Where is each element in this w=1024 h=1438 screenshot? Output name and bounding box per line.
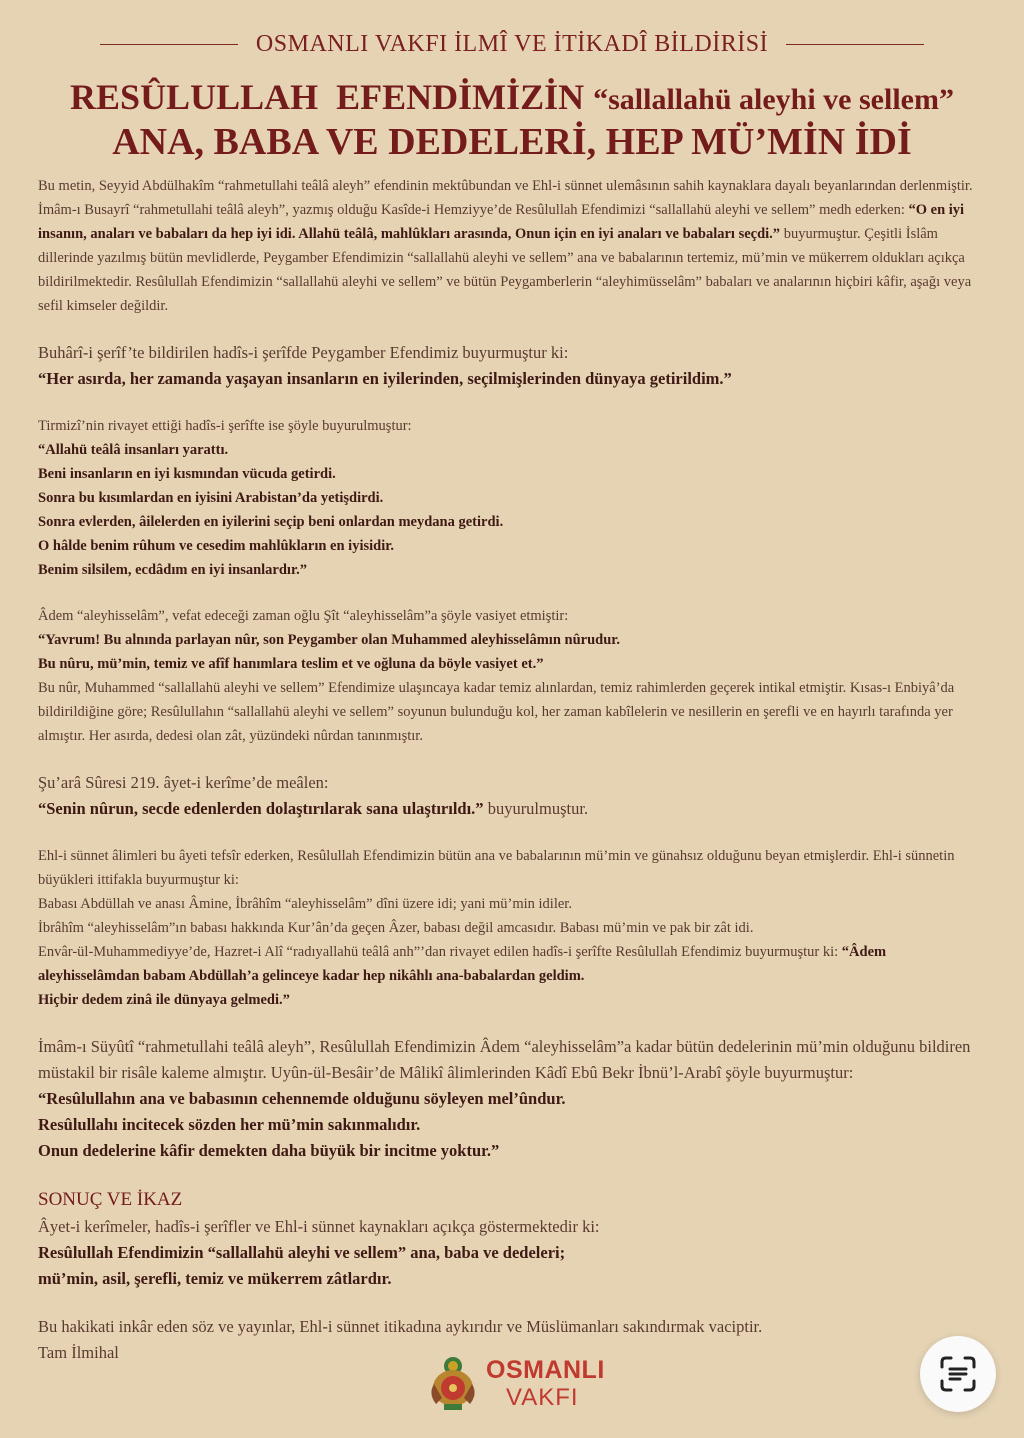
adem-quote-line: Bu nûru, mü’min, temiz ve afîf hanımlara teslim et ve oğluna da böyle vasiyet et.” (38, 656, 544, 672)
intro-paragraph (38, 174, 986, 318)
tirmizi-intro: Tirmizî’nin rivayet ettiği hadîs-i şerîfte ise şöyle buyurulmuştur: (38, 418, 412, 434)
envar-quote-end: Hiçbir dedem zinâ ile dünyaya gelmedi.” (38, 992, 290, 1008)
tirmizi-line: O hâlde benim rûhum ve cesedim mahlûkların en iyisidir. (38, 538, 394, 554)
signature: Tam İlmihal (38, 1343, 119, 1362)
intro-text: Bu metin, Seyyid Abdülhakîm “rahmetullahi teâlâ aleyh” efendinin mektûbundan ve Ehl-i sünnet ulemâsının sahih kaynaklara dayalı beyanlarından derlenmiştir. İmâm-ı Busayrî “rahmetullahi teâlâ aleyh”, yazmış olduğu Kasîde-i Hemziyye’de Resûlullah Efendimizi “sallallahü aleyhi ve sellem” medh ederken: (38, 178, 973, 218)
right-divider (786, 44, 924, 45)
bukhari-quote: “Her asırda, her zamanda yaşayan insanların en iyilerinden, seçilmişlerinden dünyaya getirildim.” (38, 369, 732, 388)
adem-intro: Âdem “aleyhisselâm”, vefat edeceği zaman oğlu Şît “aleyhisselâm”a şöyle vasiyet etmiştir: (38, 608, 569, 624)
shuara-intro: Şu’arâ Sûresi 219. âyet-i kerîme’de meâlen: (38, 773, 329, 792)
logo-text-line-2: VAKFI (506, 1384, 579, 1411)
osmanli-vakfi-logo (424, 1352, 604, 1416)
result-line: mü’min, asil, şerefli, temiz ve mükerrem zâtlardır. (38, 1269, 392, 1288)
header-label: OSMANLI VAKFI İLMÎ VE İTİKADÎ BİLDİRİSİ (255, 30, 769, 57)
tirmizi-line: Benim silsilem, ecdâdım en iyi insanlardır.” (38, 562, 307, 578)
ottoman-coat-of-arms-icon (424, 1354, 482, 1414)
title-line-1-salawat: “sallallahü aleyhi ve sellem” (593, 83, 954, 116)
text-scan-button[interactable] (920, 1336, 996, 1412)
title-line-2: ANA, BABA VE DEDELERİ, HEP MÜ’MİN İDİ (112, 121, 912, 163)
ehl-paragraph-3: İbrâhîm “aleyhisselâm”ın babası hakkında Kur’ân’da geçen Âzer, babası değil amcasıdır. Babası mü’min ve pak bir zât idi. (38, 920, 754, 936)
envar-text: Envâr-ül-Muhammediyye’de, Hazret-i Alî “radıyallahü teâlâ anh”’dan rivayet edilen hadîs-i şerîfte Resûlullah Efendimiz buyurmuştur ki: (38, 944, 842, 960)
result-intro: Âyet-i kerîmeler, hadîs-i şerîfler ve Ehl-i sünnet kaynakları açıkça göstermektedir ki: (38, 1217, 600, 1236)
adem-after: Bu nûr, Muhammed “sallallahü aleyhi ve sellem” Efendimize ulaşıncaya kadar temiz alınlardan, temiz rahimlerden geçerek intikal etmiştir. Kısas-ı Enbiyâ’da bildirildiğine göre; Resûlullahın “sallallahü aleyhi ve sellem” soyunun bulunduğu kol, her zaman kabîlelerin ve nesillerin en şerefli ve en hayırlı tarafında yer almıştır. Her asırda, dedesi olan zât, yüzündeki nûrdan tanınmıştır. (38, 680, 955, 744)
title-line-1-main: RESÛLULLAH EFENDİMİZİN (70, 77, 594, 117)
ehl-paragraph-4 (38, 940, 986, 988)
document-body (38, 174, 986, 1366)
shuara-tail: buyurulmuştur. (483, 799, 589, 818)
ehl-paragraph-2: Babası Abdüllah ve anası Âmine, İbrâhîm “aleyhisselâm” dîni üzere idi; yani mü’min idiler. (38, 896, 572, 912)
tirmizi-line: Sonra bu kısımlardan en iyisini Arabistan’da yetişdirdi. (38, 490, 384, 506)
left-divider (100, 44, 238, 45)
shuara-quote: “Senin nûrun, secde edenlerden dolaştırılarak sana ulaştırıldı.” (38, 799, 484, 818)
header-label-row (100, 28, 924, 60)
suyuti-paragraph: İmâm-ı Süyûtî “rahmetullahi teâlâ aleyh”, Resûlullah Efendimizin Âdem “aleyhisselâm”a kadar bütün dedelerinin mü’min olduğunu bildiren müstakil bir risâle kaleme almıştır. Uyûn-ül-Besâir’de Mâlikî âlimlerinden Kâdî Ebû Bekr İbnü’l-Arabî şöyle buyurmuştur: (38, 1037, 971, 1082)
busayri-quote: “O en iyi insanın, anaları ve babaları da hep iyi idi. Allahü teâlâ, mahlûkları arasında, Onun için en iyi anaları ve babaları seçdi.” (38, 202, 965, 242)
shuara-quote-line (38, 796, 986, 822)
logo-text-line-1: OSMANLI (486, 1356, 605, 1384)
envar-quote: “Âdem aleyhisselâmdan babam Abdüllah’a gelinceye kadar hep nikâhlı ana-babalardan geldim. (38, 944, 887, 984)
ehl-paragraph-1: Ehl-i sünnet âlimleri bu âyeti tefsîr ederken, Resûlullah Efendimizin bütün ana ve babalarının mü’min ve günahsız olduğunu beyan etmişlerdir. Ehl-i sünnetin büyükleri ittifakla buyurmuştur ki: (38, 848, 955, 888)
text-scan-icon (938, 1354, 978, 1394)
result-line: Resûlullah Efendimizin “sallallahü aleyhi ve sellem” ana, baba ve dedeleri; (38, 1243, 566, 1262)
arabi-quote-line: Resûlullahı incitecek sözden her mü’min sakınmalıdır. (38, 1115, 421, 1134)
result-heading: SONUÇ VE İKAZ (38, 1189, 183, 1210)
title-line-1 (20, 76, 1004, 118)
bukhari-intro: Buhârî-i şerîf’te bildirilen hadîs-i şerîfde Peygamber Efendimiz buyurmuştur ki: (38, 343, 569, 362)
tirmizi-line: Beni insanların en iyi kısmından vücuda getirdi. (38, 466, 336, 482)
arabi-quote-line: Onun dedelerine kâfir demekten daha büyük bir incitme yoktur.” (38, 1141, 500, 1160)
tirmizi-line: Sonra evlerden, âilelerden en iyilerini seçip beni onlardan meydana getirdi. (38, 514, 504, 530)
adem-quote-line: “Yavrum! Bu alnında parlayan nûr, son Peygamber olan Muhammed aleyhisselâmın nûrudur. (38, 632, 620, 648)
arabi-quote-line: “Resûlullahın ana ve babasının cehennemde olduğunu söyleyen mel’ûndur. (38, 1089, 566, 1108)
tirmizi-line: “Allahü teâlâ insanları yarattı. (38, 442, 229, 458)
result-warning: Bu hakikati inkâr eden söz ve yayınlar, Ehl-i sünnet itikadına aykırıdır ve Müslümanları sakındırmak vaciptir. (38, 1317, 763, 1336)
intro-text-end: buyurmuştur. Çeşitli İslâm dillerinde yazılmış bütün mevlidlerde, Peygamber Efendimizin “sallallahü aleyhi ve sellem” ana ve babalarının tertemiz, mü’min ve mükerrem oldukları açıkça bildirilmektedir. Resûlullah Efendimizin “sallallahü aleyhi ve sellem” ve bütün Peygamberlerin “aleyhimüsselâm” babaları ve analarının hiçbiri kâfir, aşağı veya sefil kimseler değildir. (38, 226, 972, 314)
